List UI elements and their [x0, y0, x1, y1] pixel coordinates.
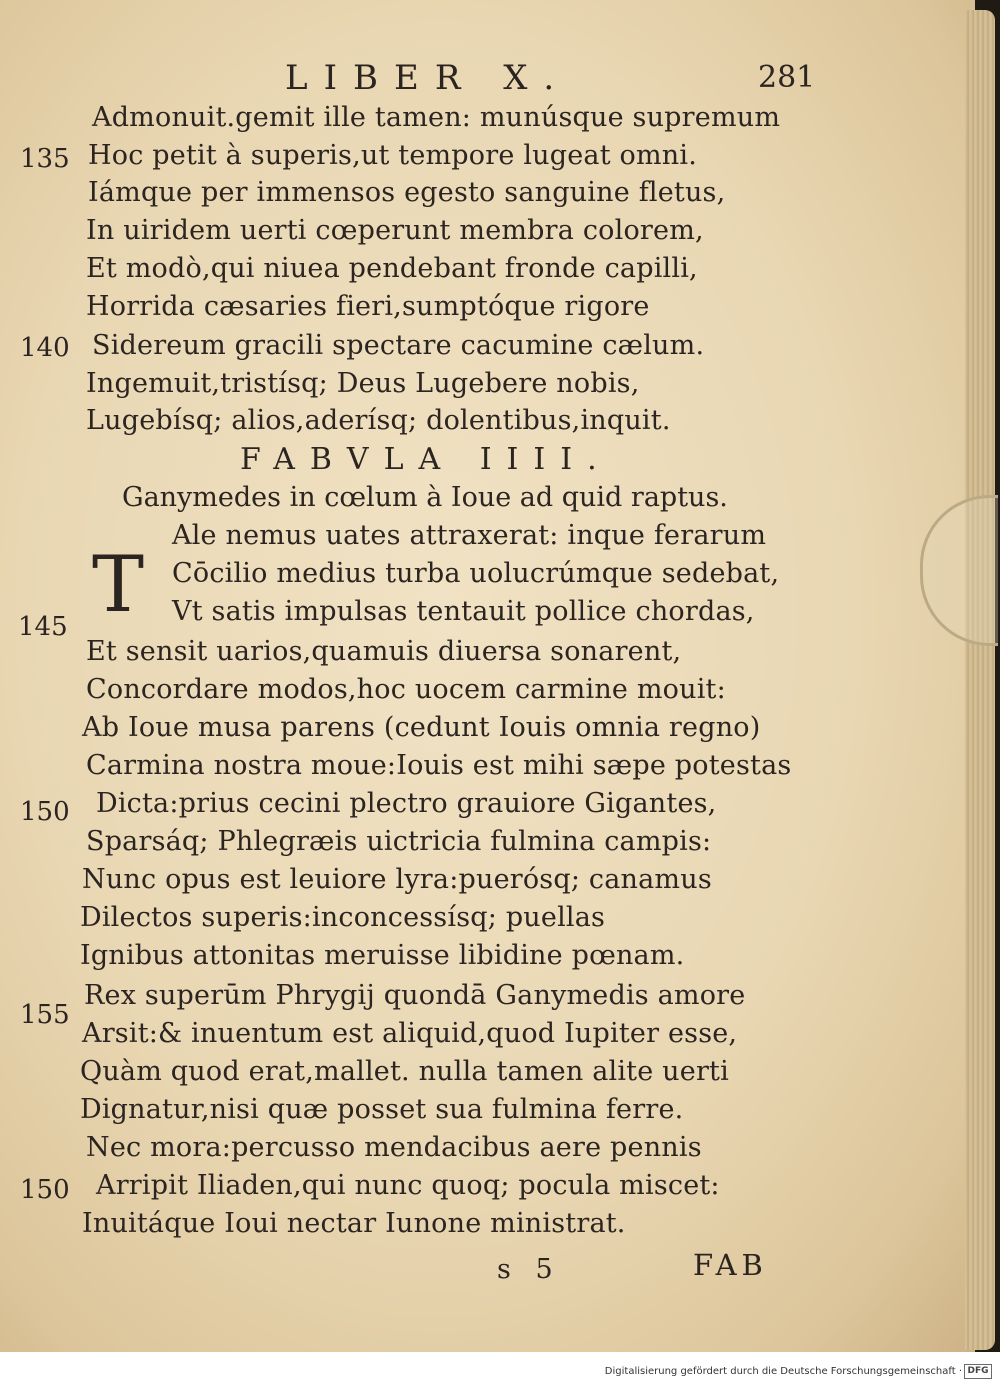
verse-line: Et modò,qui niuea pendebant fronde capilli, — [86, 253, 698, 284]
verse-line: Cōcilio medius turba uolucrúmque sedebat, — [172, 558, 780, 589]
dfg-logo: DFG — [964, 1364, 992, 1379]
verse-line: In uiridem uerti cœperunt membra colorem, — [86, 215, 704, 246]
verse-line: Nunc opus est leuiore lyra:puerósq; canamus — [82, 864, 712, 895]
fabula-title: FABVLA IIII. — [240, 442, 612, 477]
catchword: FAB — [693, 1248, 768, 1282]
line-number: 155 — [20, 1000, 70, 1030]
verse-line: Quàm quod erat,mallet. nulla tamen alite uerti — [80, 1056, 729, 1087]
line-number: 140 — [20, 333, 70, 363]
line-number: 150 — [20, 797, 70, 827]
verse-line: Ingemuit,tristísq; Deus Lugebere nobis, — [86, 368, 640, 399]
verse-line: Ab Ioue musa parens (cedunt Iouis omnia regno) — [82, 712, 761, 743]
verse-line: Hoc petit à superis,ut tempore lugeat omni. — [88, 140, 697, 171]
fabula-subtitle: Ganymedes in cœlum à Ioue ad quid raptus. — [122, 482, 728, 513]
verse-line: Et sensit uarios,quamuis diuersa sonarent, — [86, 636, 682, 667]
verse-line: Nec mora:percusso mendacibus aere pennis — [86, 1132, 702, 1163]
verse-line: Arripit Iliaden,qui nunc quoq; pocula miscet: — [96, 1170, 720, 1201]
verse-line: Admonuit.gemit ille tamen: munúsque supremum — [92, 102, 781, 133]
verse-line: Dilectos superis:inconcessísq; puellas — [80, 902, 606, 933]
line-number: 150 — [20, 1175, 70, 1205]
signature-mark: s 5 — [497, 1254, 561, 1285]
line-number: 145 — [18, 612, 68, 642]
verse-line: Inuitáque Ioui nectar Iunone ministrat. — [82, 1208, 626, 1239]
verse-line: Carmina nostra moue:Iouis est mihi sæpe potestas — [86, 750, 792, 781]
verse-line: Rex superūm Phrygij quondā Ganymedis amore — [84, 980, 746, 1011]
verse-line: Sidereum gracili spectare cacumine cælum. — [92, 330, 705, 361]
drop-cap: T — [92, 540, 145, 630]
running-head: LIBER X. — [285, 58, 571, 98]
verse-line: Dicta:prius cecini plectro grauiore Gigantes, — [96, 788, 717, 819]
verse-line: Lugebísq; alios,aderísq; dolentibus,inquit. — [86, 405, 671, 436]
verse-line: Ignibus attonitas meruisse libidine pœnam. — [80, 940, 685, 971]
verse-line: Sparsáq; Phlegræis uictricia fulmina campis: — [86, 826, 712, 857]
verse-line: Ale nemus uates attraxerat: inque ferarum — [172, 520, 767, 551]
verse-line: Iámque per immensos egesto sanguine fletus, — [88, 177, 726, 208]
verse-line: Dignatur,nisi quæ posset sua fulmina ferre. — [80, 1094, 684, 1125]
page-edge — [965, 10, 995, 1350]
page-number: 281 — [758, 60, 816, 95]
verse-line: Arsit:& inuentum est aliquid,quod Iupiter esse, — [82, 1018, 738, 1049]
verse-line: Concordare modos,hoc uocem carmine mouit: — [86, 674, 726, 705]
digitization-credit: Digitalisierung gefördert durch die Deutsche Forschungsgemeinschaft · — [604, 1366, 962, 1377]
verse-line: Horrida cæsaries fieri,sumptóque rigore — [86, 291, 650, 322]
line-number: 135 — [20, 144, 70, 174]
verse-line: Vt satis impulsas tentauit pollice chordas, — [172, 596, 755, 627]
